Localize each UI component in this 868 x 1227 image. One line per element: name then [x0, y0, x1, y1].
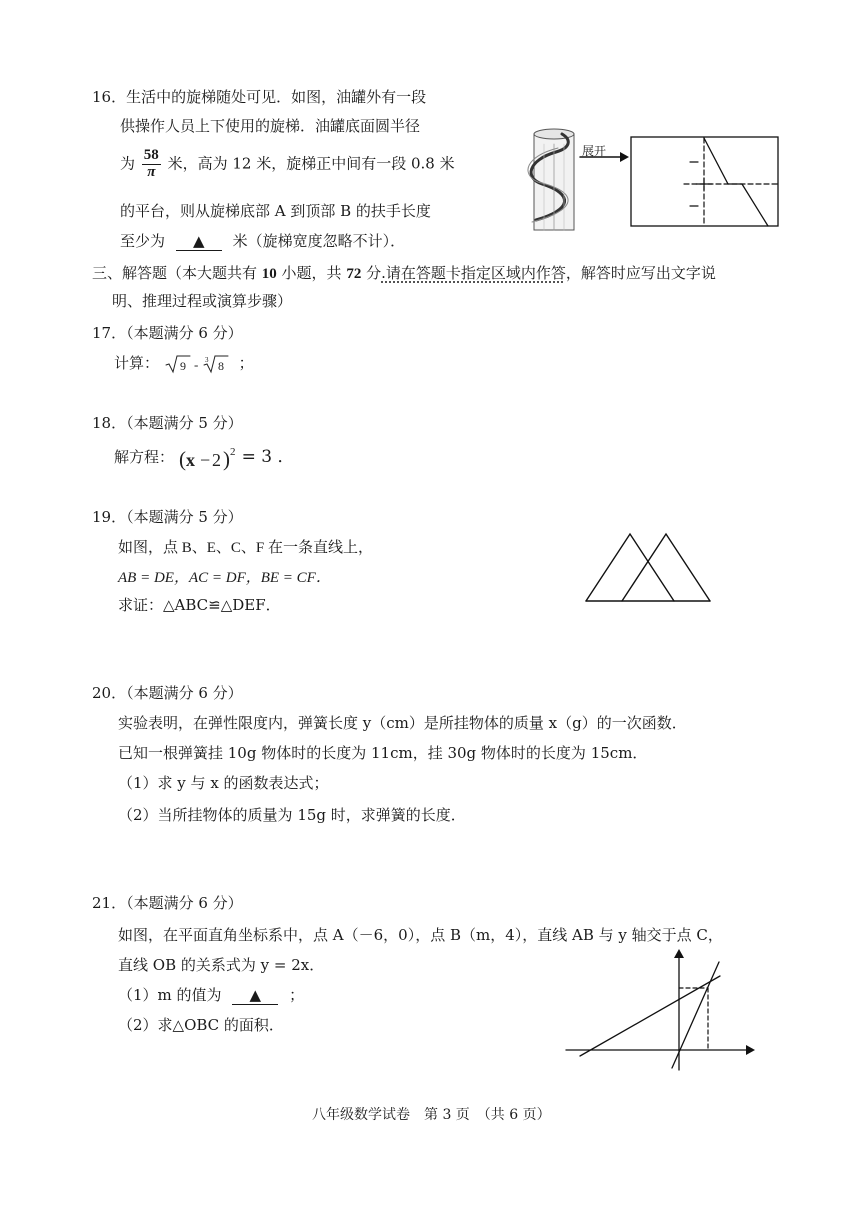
- q17-body: [114, 352, 254, 375]
- section-3-heading-line-2: 明、推理过程或演算步骤）: [112, 292, 293, 310]
- q16-line-5-post: 米（旋梯宽度忽略不计）．: [232, 232, 406, 250]
- coordinate-graph-figure: [562, 948, 756, 1072]
- svg-text:(: (: [178, 447, 186, 471]
- q18-body: [114, 442, 294, 472]
- svg-text:8: 8: [217, 359, 224, 373]
- q16-line-3: [120, 148, 455, 181]
- q20-line-1: 实验表明，在弹性限度内，弹簧长度 y（cm）是所挂物体的质量 x（g）的一次函数．: [118, 714, 687, 732]
- page-footer: 八年级数学试卷 第 3 页 （共 6 页）: [312, 1107, 551, 1123]
- svg-text:2: 2: [229, 446, 236, 458]
- svg-text:9: 9: [179, 359, 186, 373]
- section-3-instruction: .请在答题卡指定区域内作答: [381, 264, 566, 282]
- unfolded-rectangle-figure: [630, 136, 780, 228]
- q18-label: 解方程：: [114, 448, 175, 466]
- fraction-numerator: 58: [143, 147, 159, 163]
- triangles-figure: [582, 530, 714, 604]
- svg-text:−: −: [199, 450, 210, 470]
- svg-text:x: x: [185, 450, 195, 470]
- q16-line-5-pre: 至少为: [120, 232, 166, 250]
- q16-line-5: [120, 230, 405, 251]
- unfold-arrow-icon: [578, 150, 630, 164]
- q21-line-3-pre: （1）m 的值为: [118, 986, 222, 1004]
- q16-line-3-pre: 为: [120, 154, 136, 173]
- svg-text:2: 2: [211, 450, 221, 470]
- q21-heading: 21．（本题满分 6 分）: [92, 894, 243, 912]
- q19-line-2: AB = DE，AC = DF，BE = CF．: [118, 570, 331, 586]
- q19-line-1: 如图，点 B、E、C、F 在一条直线上，: [118, 540, 374, 556]
- section-3-part-c: 小题，共: [276, 264, 347, 282]
- q20-heading: 20．（本题满分 6 分）: [92, 684, 243, 702]
- answer-blank: ▲: [176, 232, 222, 251]
- radius-fraction: [142, 148, 161, 181]
- q20-line-3: （1）求 y 与 x 的函数表达式；: [118, 774, 329, 792]
- section-3-heading: [92, 262, 716, 283]
- q16-line-4: 的平台，则从旋梯底部 A 到顶部 B 的扶手长度: [120, 202, 431, 220]
- svg-text:-: -: [193, 357, 199, 372]
- section-3-part-a: 三、解答题（本大题共有: [92, 264, 262, 282]
- q17-end-mark: ；: [238, 354, 254, 372]
- q21-line-3: [118, 984, 304, 1005]
- equation-expression: [179, 444, 237, 472]
- q21-line-3-post: ；: [289, 986, 305, 1004]
- q17-heading: 17．（本题满分 6 分）: [92, 324, 243, 342]
- q21-line-4: （2）求△OBC 的面积．: [118, 1016, 284, 1034]
- radical-expression: [164, 353, 234, 375]
- section-3-score: 72: [346, 266, 362, 282]
- unfold-label: 展开: [582, 144, 607, 158]
- section-3-count: 10: [261, 266, 277, 282]
- q18-equation-rest: = 3 ．: [241, 447, 295, 467]
- section-3-part-e: 分: [361, 264, 382, 282]
- spiral-staircase-figure: [522, 124, 588, 234]
- q16-line-3-post: 米，高为 12 米，旋梯正中间有一段 0.8 米: [167, 154, 455, 173]
- q19-heading: 19．（本题满分 5 分）: [92, 508, 243, 526]
- q21-line-1: 如图，在平面直角坐标系中，点 A（－6，0），点 B（m，4），直线 AB 与 y 轴交于点 C，: [118, 926, 723, 944]
- svg-text:): ): [222, 447, 230, 471]
- q16-line-2: 供操作人员上下使用的旋梯．油罐底面圆半径: [120, 117, 421, 135]
- svg-text:3: 3: [204, 356, 209, 364]
- q21-line-2: 直线 OB 的关系式为 y = 2x．: [118, 956, 325, 974]
- answer-blank-m: ▲: [232, 986, 278, 1005]
- q20-line-2: 已知一根弹簧挂 10g 物体时的长度为 11cm，挂 30g 物体时的长度为 15cm．: [118, 744, 648, 762]
- q18-heading: 18．（本题满分 5 分）: [92, 414, 243, 432]
- q17-label: 计算：: [114, 354, 160, 372]
- section-3-part-g: ，解答时应写出文字说: [565, 264, 716, 282]
- q20-line-4: （2）当所挂物体的质量为 15g 时，求弹簧的长度．: [118, 806, 466, 824]
- q16-line-1: 16．生活中的旋梯随处可见．如图，油罐外有一段: [92, 88, 427, 106]
- q19-line-3: 求证：△ABC≌△DEF．: [118, 596, 281, 614]
- fraction-denominator: π: [147, 163, 156, 180]
